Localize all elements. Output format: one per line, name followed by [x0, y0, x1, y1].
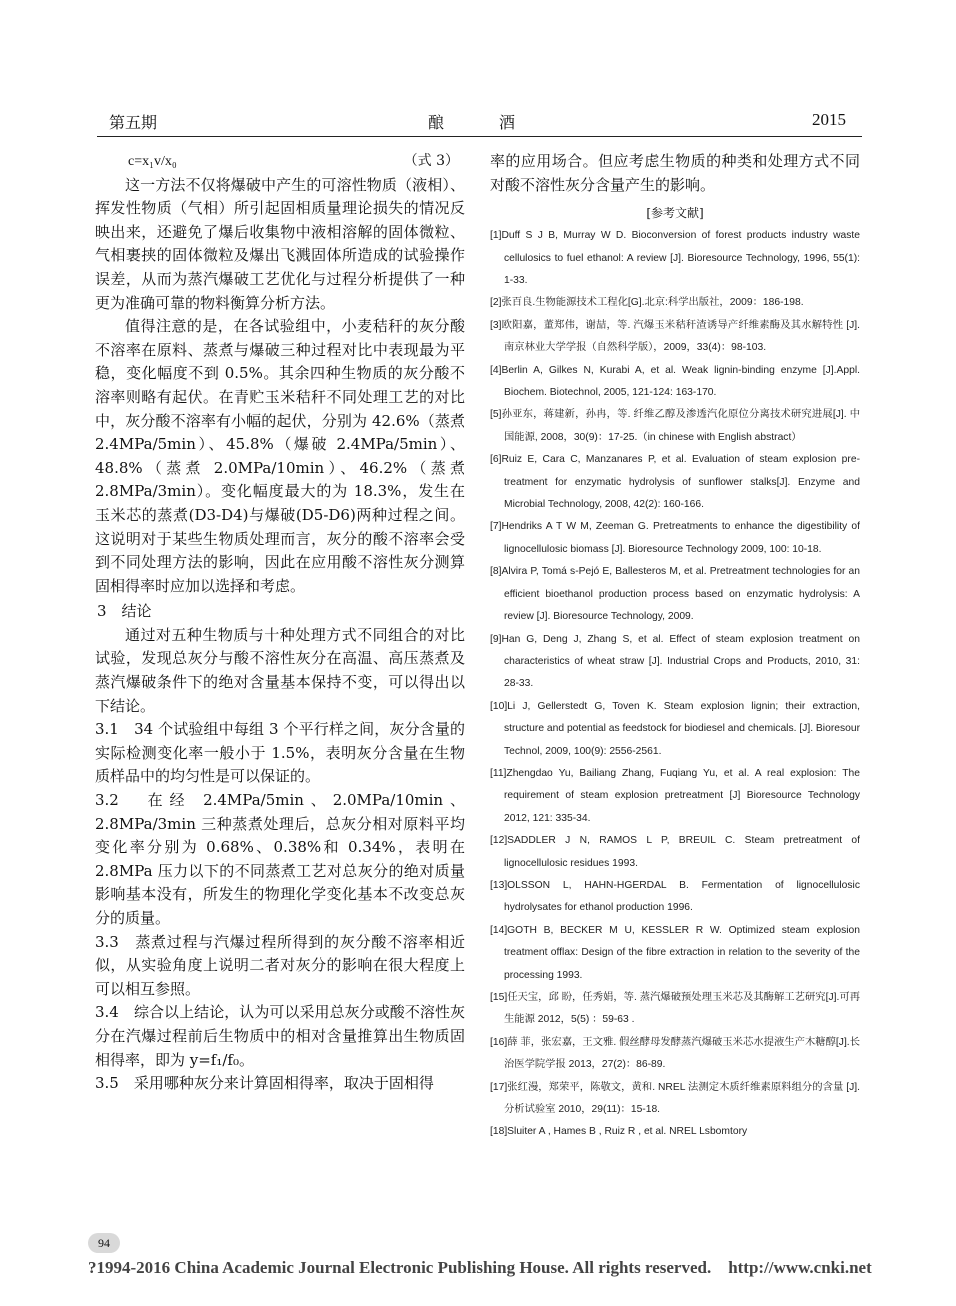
- reference-item: [17]张红漫，郑荣平，陈敬文，黄和. NREL 法测定木质纤维素原料组分的含量 [J].分析试验室 2010，29(11)：15-18.: [490, 1081, 860, 1116]
- reference-item: [6]Ruiz E, Cara C, Manzanares P, et al. Evaluation of steam explosion pre-treatment for enzymatic hydrolysis of sunflower stalks[J]. Enzyme and Microbial Technology, 2008, 42(2): 160-166.: [490, 454, 860, 511]
- reference-item: [12]SADDLER J N, RAMOS L P, BREUIL C. Steam pretreatment of lignocellulosic residues 1993.: [490, 835, 860, 869]
- conclusion-3-4: 3.4 综合以上结论，认为可以采用总灰分或酸不溶性灰分在汽爆过程前后生物质中的相对含量推算出生物质固相得率，即为 y=f₁/f₀。: [95, 1003, 465, 1069]
- journal-name: 酿酒: [428, 113, 571, 132]
- page-number: 94: [88, 1233, 120, 1253]
- running-header: [97, 110, 862, 137]
- reference-item: [16]薛 菲，张宏嘉，王文雅. 假丝酵母发酵蒸汽爆破玉米芯水提液生产木糖醇[J].长治医学院学报 2013，27(2)：86-89.: [490, 1036, 860, 1071]
- formula-line: [95, 150, 465, 174]
- year-label: 2015: [812, 110, 846, 129]
- reference-item: [11]Zhengdao Yu, Bailiang Zhang, Fuqiang Yu, et al. A real explosion: The requirement of steam explosion pretreatment [J] Bioresource Technology 2012, 121: 335-34.: [490, 767, 860, 824]
- reference-item: [8]Alvira P, Tomá s-Pejó E, Ballesteros M, et al. Pretreatment technologies for an efficient bioethanol production process based on enzymatic hydrolysis: A review [J]. Bioresource Technology, 2009.: [490, 566, 860, 623]
- copyright-footer: ?1994-2016 China Academic Journal Electronic Publishing House. All rights reserved. http://www.cnki.net: [88, 1258, 872, 1277]
- right-column: [490, 150, 860, 1144]
- references-title: [参考文献]: [646, 206, 704, 221]
- formula: c=x₁v/x₀: [128, 154, 177, 169]
- reference-item: [5]孙亚东，蒋建新，孙冉，等. 纤维乙醇及渗透汽化原位分离技术研究进展[J]. 中国能源, 2008，30(9)：17-25.（in chinese with English abstract）: [490, 409, 860, 443]
- reference-item: [9]Han G, Deng J, Zhang S, et al. Effect of steam explosion treatment on characteristics of wheat straw [J]. Industrial Crops and Products, 2010, 31: 28-33.: [490, 633, 860, 690]
- formula-number: （式 3）: [403, 153, 459, 169]
- issue-label: 第五期: [109, 113, 158, 132]
- conclusion-3-2: 3.2 在经 2.4MPa/5min、2.0MPa/10min、2.8MPa/3min 三种蒸煮处理后，总灰分相对原料平均变化率分别为 0.68%、0.38%和 0.34%，表明在 2.8MPa 压力以下的不同蒸煮工艺对总灰分的绝对质量影响基本没有，所发生的物理化学变化基本不改变总灰分的质量。: [95, 791, 465, 927]
- reference-item: [10]Li J, Gellerstedt G, Toven K. Steam explosion lignin; their extraction, structure and potential as feedstock for biodiesel and chemicals. [J]. Bioresour Technol, 2009, 100(9): 2556-2561.: [490, 700, 861, 757]
- reference-item: [18]Sluiter A , Hames B , Ruiz R , et al. NREL Lsbomtory: [490, 1126, 748, 1138]
- paragraph-notice: 值得注意的是，在各试验组中，小麦秸秆的灰分酸不溶率在原料、蒸煮与爆破三种过程对比中表现最为平稳，变化幅度不到 0.5%。其余四种生物质的灰分酸不溶率则略有起伏。在青贮玉米秸秆不同处理工艺的对比中，灰分酸不溶率有小幅的起伏，分别为 42.6%（蒸煮 2.4MPa/5min）、45.8%（爆破 2.4MPa/5min）、48.8%（蒸煮 2.0MPa/10min）、46.2%（蒸煮 2.8MPa/3min）。变化幅度最大的为 18.3%，发生在玉米芯的蒸煮(D3-D4)与爆破(D5-D6)两种过程之间。这说明对于某些生物质处理而言，灰分的酸不溶率会受到不同处理方法的影响，因此在应用酸不溶性灰分测算固相得率时应加以选择和考虑。: [95, 317, 465, 595]
- reference-list: [490, 225, 860, 1144]
- left-column: [95, 150, 465, 1096]
- reference-item: [13]OLSSON L, HAHN-HGERDAL B. Fermentation of lignocellulosic hydrolysates for ethanol production 1996.: [490, 879, 860, 914]
- conclusion-3-3: 3.3 蒸煮过程与汽爆过程所得到的灰分酸不溶率相近似，从实验角度上说明二者对灰分的影响在很大程度上可以相互参照。: [95, 932, 465, 998]
- reference-item: [7]Hendriks A T W M, Zeeman G. Pretreatments to enhance the digestibility of lignocellulosic biomass [J]. Bioresource Technology 2009, 100: 10-18.: [490, 521, 860, 555]
- reference-item: [15]任天宝，邱 盼，任秀娟，等. 蒸汽爆破预处理玉米芯及其酶解工艺研究[J].可再生能源 2012，5(5) ：59-63 .: [490, 992, 860, 1026]
- section-heading-conclusion: 3 结论: [97, 602, 152, 621]
- paragraph-continuation: 率的应用场合。但应考虑生物质的种类和处理方式不同对酸不溶性灰分含量产生的影响。: [490, 152, 860, 194]
- reference-item: [3]欧阳嘉，董郑伟，谢喆，等. 汽爆玉米秸秆渣诱导产纤维素酶及其水解特性 [J]. 南京林业大学学报（自然科学版），2009，33(4)：98-103.: [490, 319, 860, 354]
- reference-item: [14]GOTH B, BECKER M U, KESSLER R W. Optimized steam explosion treatment offlax: Design of the fibre extraction in relation to the severity of the processing 1993.: [490, 924, 860, 981]
- paragraph-method: 这一方法不仅将爆破中产生的可溶性物质（液相）、挥发性物质（气相）所引起固相质量理论损失的情况反映出来，还避免了爆后收集物中液相溶解的固体微粒、气相裹挟的固体微粒及爆出飞溅固体所造成的试验操作误差，从而为蒸汽爆破工艺优化与过程分析提供了一种更为准确可靠的物料衡算分析方法。: [95, 175, 465, 312]
- reference-item: [2]张百良.生物能源技术工程化[G].北京:科学出版社，2009：186-198.: [490, 297, 804, 309]
- conclusion-3-5: 3.5 采用哪种灰分来计算固相得率，取决于固相得: [95, 1074, 434, 1093]
- paragraph-conclusion-intro: 通过对五种生物质与十种处理方式不同组合的对比试验，发现总灰分与酸不溶性灰分在高温、高压蒸煮及蒸汽爆破条件下的绝对含量基本保持不变，可以得出以下结论。: [95, 625, 465, 715]
- conclusion-3-1: 3.1 34 个试验组中每组 3 个平行样之间，灰分含量的实际检测变化率一般小于 1.5%，表明灰分含量在生物质样品中的均匀性是可以保证的。: [95, 720, 465, 786]
- reference-item: [4]Berlin A, Gilkes N, Kurabi A, et al. Weak lignin-binding enzyme [J].Appl. Biochem. Biotechnol, 2005, 121-124: 163-170.: [490, 364, 860, 399]
- reference-item: [1]Duff S J B, Murray W D. Bioconversion of forest products industry waste cellulosics to fuel ethanol: A review [J]. Bioresource Technology, 1996, 55(1): 1-33.: [490, 230, 860, 286]
